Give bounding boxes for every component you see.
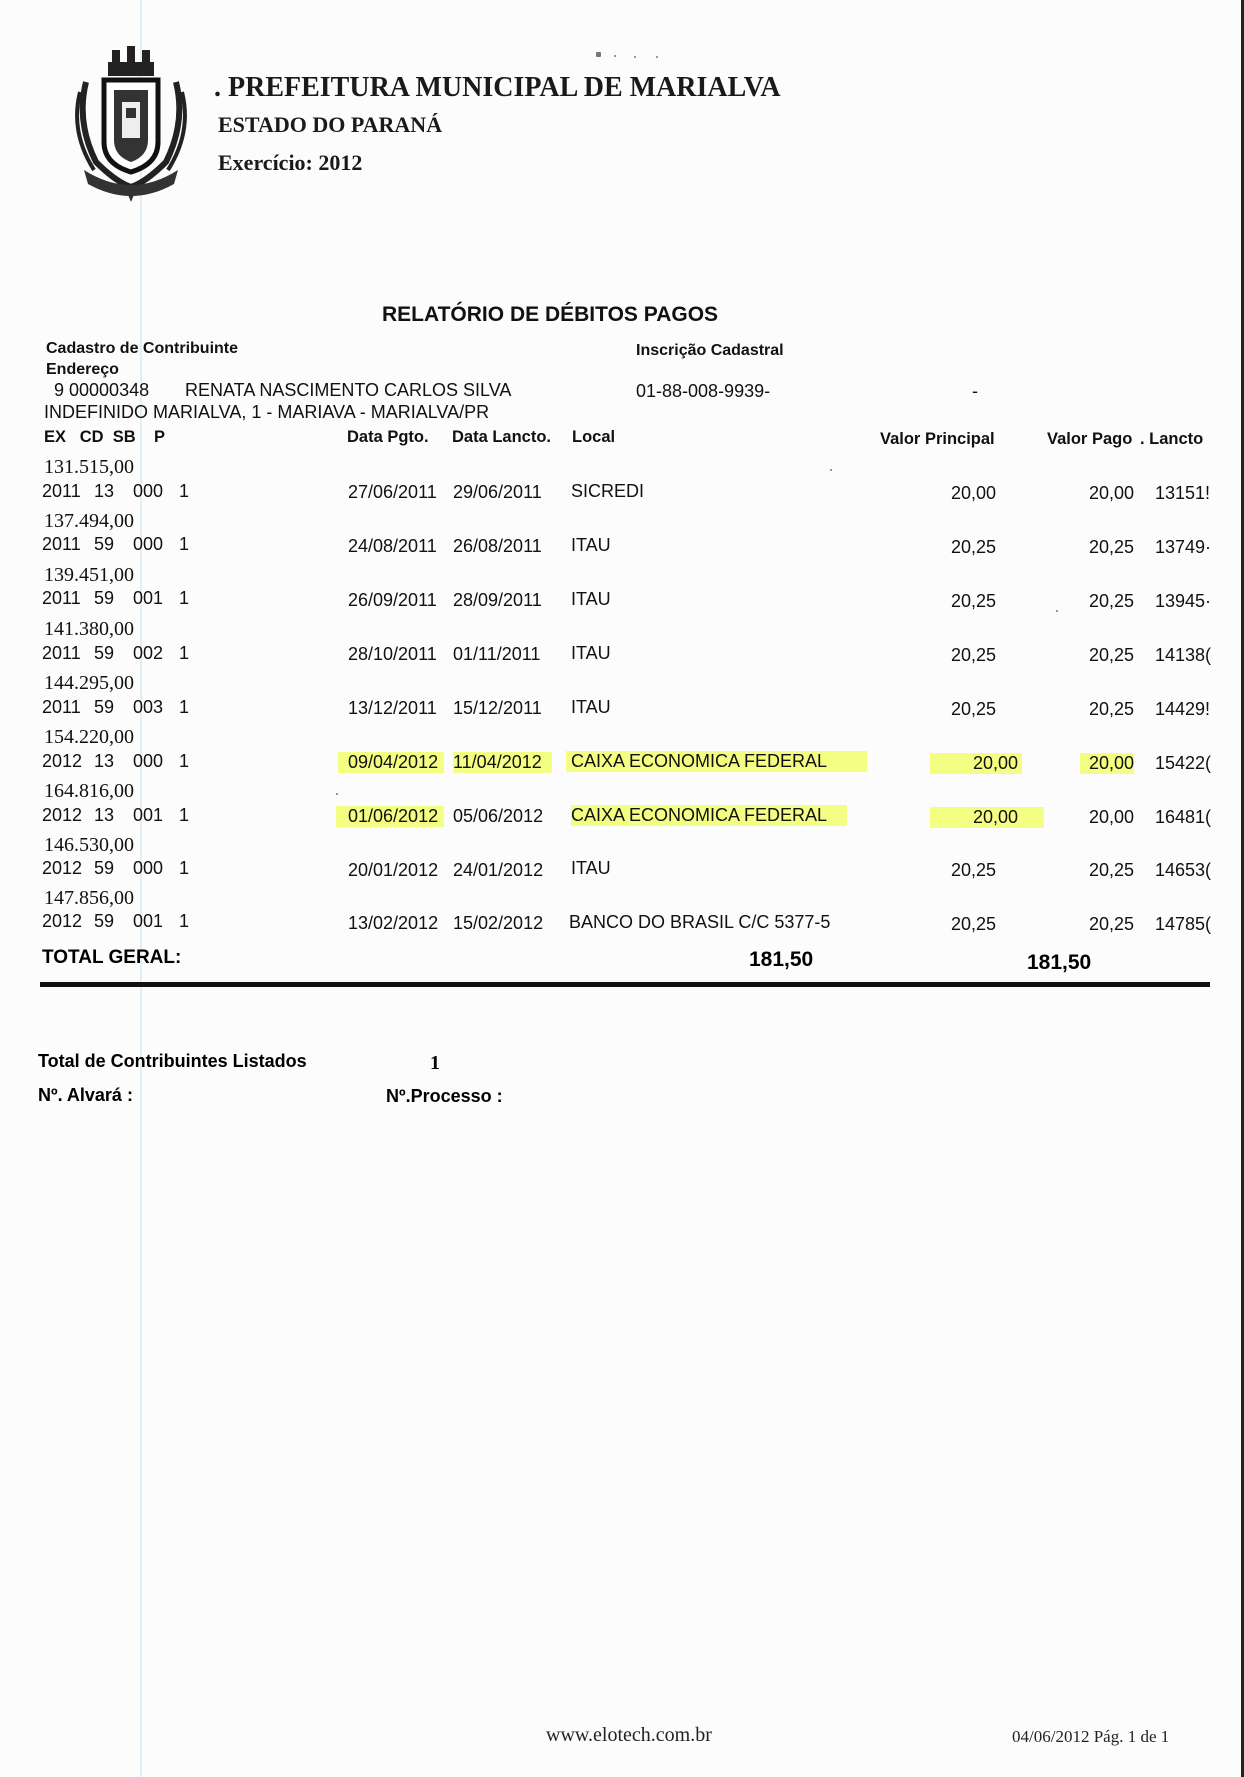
scan-speck — [830, 469, 832, 471]
row-data-lancto: 15/12/2011 — [453, 698, 542, 718]
row-data-lancto: 29/06/2011 — [453, 482, 542, 502]
row-ex: 2012 — [42, 911, 83, 931]
row-sb: 002 — [133, 643, 164, 663]
state-title: ESTADO DO PARANÁ — [218, 112, 443, 137]
row-sb: 000 — [133, 751, 164, 771]
row-local: ITAU — [571, 697, 611, 717]
alvara-label: Nº. Alvará : — [38, 1085, 133, 1105]
row-local: ITAU — [571, 589, 611, 609]
row-lancto: 14429! — [1155, 699, 1211, 719]
row-valor-principal: 20,00 — [930, 807, 1044, 828]
row-cd: 59 — [94, 911, 115, 931]
row-data-lancto: 15/02/2012 — [453, 913, 544, 933]
row-data-lancto: 24/01/2012 — [453, 860, 544, 880]
row-local: ITAU — [571, 535, 611, 555]
row-p: 1 — [179, 805, 190, 825]
total-valor-pago: 181,50 — [1027, 951, 1092, 974]
row-ex: 2011 — [42, 697, 81, 717]
row-data-pgto: 27/06/2011 — [348, 482, 437, 502]
row-ex: 2012 — [42, 805, 83, 825]
row-reference: 139.451,00 — [44, 564, 134, 586]
row-reference: 147.856,00 — [44, 887, 134, 909]
address-label: Endereço — [46, 361, 119, 378]
row-cd: 13 — [94, 751, 115, 771]
row-cd: 59 — [94, 643, 115, 663]
row-data-lancto: 26/08/2011 — [453, 536, 542, 556]
scan-artifact-line — [140, 0, 142, 1777]
row-valor-pago: 20,00 — [1088, 807, 1134, 827]
col-header-ex-cd-sb-p: EX CD SB P — [44, 428, 166, 446]
contributor-code: 9 00000348 — [54, 380, 150, 400]
row-sb: 001 — [133, 911, 164, 931]
row-lancto: 14653( — [1155, 860, 1212, 880]
row-data-pgto: 09/04/2012 — [338, 752, 444, 773]
row-reference: 137.494,00 — [44, 510, 134, 532]
row-ex: 2011 — [42, 481, 81, 501]
exercise-label: Exercício: 2012 — [218, 150, 363, 175]
total-label: TOTAL GERAL: — [42, 947, 182, 968]
row-ex: 2012 — [42, 751, 83, 771]
registration-label: Inscrição Cadastral — [636, 342, 784, 359]
row-p: 1 — [179, 751, 190, 771]
row-cd: 59 — [94, 588, 115, 608]
col-header-valor-pago: Valor Pago — [1047, 430, 1133, 448]
row-reference: 131.515,00 — [44, 456, 134, 478]
row-data-pgto: 28/10/2011 — [348, 644, 437, 664]
row-valor-principal: 20,00 — [930, 753, 1022, 774]
municipal-crest-logo — [66, 42, 196, 202]
row-valor-pago: 20,25 — [1088, 591, 1134, 611]
row-local: BANCO DO BRASIL C/C 5377-5 — [569, 912, 831, 932]
row-valor-principal: 20,25 — [950, 591, 996, 611]
row-valor-pago: 20,25 — [1088, 645, 1134, 665]
contributors-listed-label: Total de Contribuintes Listados — [38, 1051, 307, 1071]
row-valor-pago: 20,25 — [1088, 537, 1134, 557]
row-sb: 000 — [133, 481, 164, 501]
row-cd: 59 — [94, 534, 115, 554]
footer-date-page: 04/06/2012 Pág. 1 de 1 — [1012, 1727, 1170, 1746]
total-valor-principal: 181,50 — [749, 948, 814, 971]
row-data-lancto: 11/04/2012 — [453, 752, 552, 773]
row-valor-pago: 20,00 — [1080, 753, 1134, 774]
scan-speck — [656, 56, 658, 58]
scan-speck — [336, 793, 338, 795]
municipality-title: . PREFEITURA MUNICIPAL DE MARIALVA — [214, 72, 781, 103]
row-data-pgto: 20/01/2012 — [348, 860, 439, 880]
dash-mark: - — [972, 381, 978, 401]
row-lancto: 13945· — [1155, 591, 1212, 611]
row-cd: 59 — [94, 858, 115, 878]
row-lancto: 15422( — [1155, 753, 1212, 773]
scan-speck — [614, 55, 616, 57]
row-valor-principal: 20,25 — [950, 699, 996, 719]
row-data-lancto: 05/06/2012 — [453, 806, 544, 826]
contributor-address: INDEFINIDO MARIALVA, 1 - MARIAVA - MARIALVA/PR — [44, 402, 490, 422]
row-p: 1 — [179, 588, 190, 608]
row-valor-pago: 20,00 — [1088, 483, 1134, 503]
row-cd: 13 — [94, 481, 115, 501]
row-data-pgto: 26/09/2011 — [348, 590, 437, 610]
row-valor-principal: 20,25 — [950, 914, 996, 934]
scan-speck — [1056, 610, 1058, 612]
row-valor-principal: 20,25 — [950, 860, 996, 880]
row-ex: 2011 — [42, 643, 81, 663]
footer-website: www.elotech.com.br — [546, 1724, 712, 1746]
row-p: 1 — [179, 534, 190, 554]
row-lancto: 16481( — [1155, 807, 1212, 827]
row-sb: 000 — [133, 534, 164, 554]
row-reference: 144.295,00 — [44, 672, 134, 694]
row-lancto: 13151! — [1155, 483, 1211, 503]
row-sb: 001 — [133, 588, 164, 608]
row-lancto: 13749· — [1155, 537, 1212, 557]
row-valor-pago: 20,25 — [1088, 914, 1134, 934]
row-data-lancto: 28/09/2011 — [453, 590, 542, 610]
row-local: ITAU — [571, 643, 611, 663]
row-p: 1 — [179, 643, 190, 663]
total-divider — [40, 982, 1210, 987]
row-lancto: 14138( — [1155, 645, 1212, 665]
row-lancto: 14785( — [1155, 914, 1212, 934]
registration-value: 01-88-008-9939- — [636, 381, 771, 401]
row-p: 1 — [179, 697, 190, 717]
row-reference: 146.530,00 — [44, 834, 134, 856]
row-ex: 2011 — [42, 588, 81, 608]
report-title: RELATÓRIO DE DÉBITOS PAGOS — [382, 303, 719, 326]
col-header-data-pgto: Data Pgto. — [347, 428, 429, 446]
row-ex: 2012 — [42, 858, 83, 878]
row-valor-principal: 20,25 — [950, 645, 996, 665]
row-local: CAIXA ECONOMICA FEDERAL — [571, 805, 847, 826]
row-sb: 003 — [133, 697, 164, 717]
row-local: CAIXA ECONOMICA FEDERAL — [566, 751, 867, 772]
row-cd: 59 — [94, 697, 115, 717]
row-cd: 13 — [94, 805, 115, 825]
row-local: SICREDI — [571, 481, 645, 501]
row-reference: 164.816,00 — [44, 780, 134, 802]
row-data-pgto: 01/06/2012 — [336, 806, 444, 827]
row-reference: 141.380,00 — [44, 618, 134, 640]
row-p: 1 — [179, 911, 190, 931]
col-header-valor-principal: Valor Principal — [880, 430, 995, 448]
row-valor-principal: 20,25 — [950, 537, 996, 557]
contributors-count: 1 — [430, 1052, 440, 1074]
row-valor-pago: 20,25 — [1088, 860, 1134, 880]
row-reference: 154.220,00 — [44, 726, 134, 748]
row-ex: 2011 — [42, 534, 81, 554]
contributor-name: RENATA NASCIMENTO CARLOS SILVA — [185, 380, 512, 400]
scan-speck — [596, 52, 601, 57]
row-data-pgto: 13/02/2012 — [348, 913, 439, 933]
col-header-lancto: . Lancto — [1140, 430, 1204, 448]
row-data-lancto: 01/11/2011 — [453, 644, 541, 664]
contributor-label: Cadastro de Contribuinte — [46, 340, 239, 357]
row-valor-principal: 20,00 — [950, 483, 996, 503]
row-sb: 000 — [133, 858, 164, 878]
row-data-pgto: 24/08/2011 — [348, 536, 437, 556]
row-data-pgto: 13/12/2011 — [348, 698, 437, 718]
row-valor-pago: 20,25 — [1088, 699, 1134, 719]
col-header-local: Local — [572, 428, 616, 446]
row-sb: 001 — [133, 805, 164, 825]
scan-speck — [634, 56, 636, 58]
processo-label: Nº.Processo : — [386, 1086, 503, 1106]
row-p: 1 — [179, 481, 190, 501]
row-local: ITAU — [571, 858, 611, 878]
col-header-data-lancto: Data Lancto. — [452, 428, 552, 446]
row-p: 1 — [179, 858, 190, 878]
